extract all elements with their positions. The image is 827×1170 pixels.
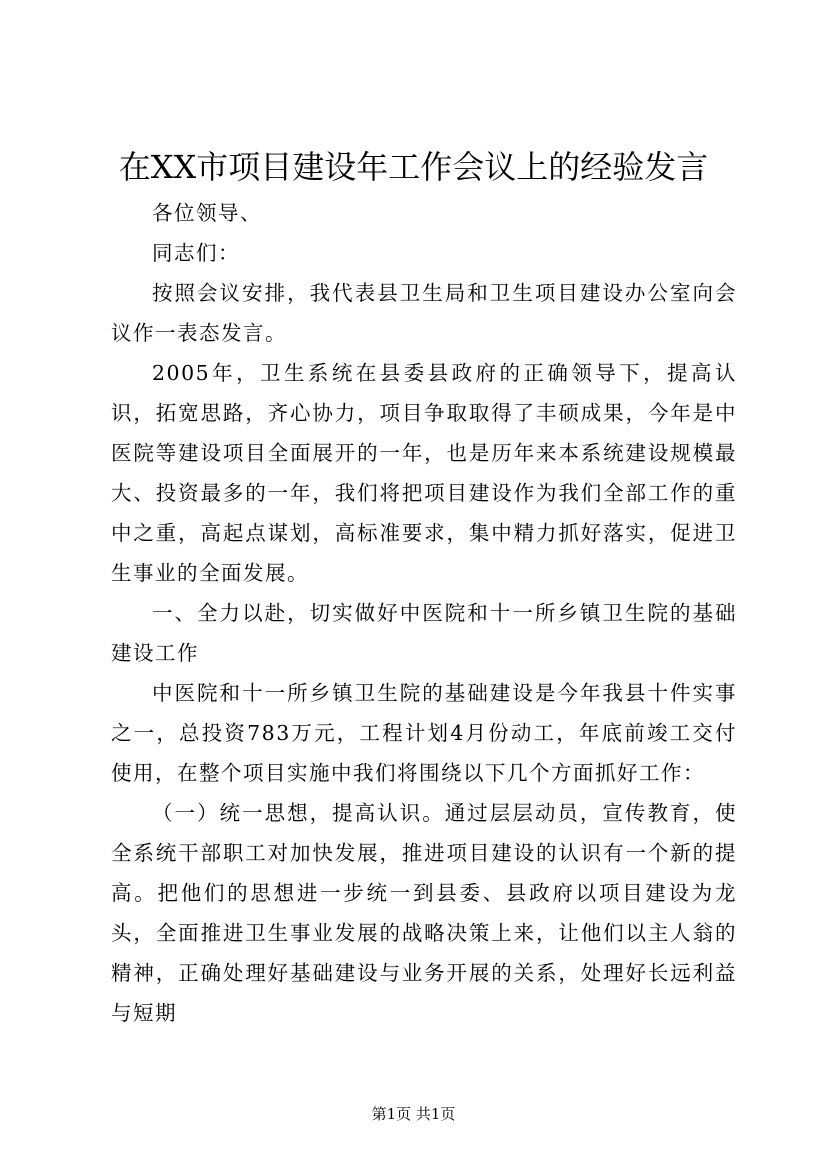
paragraph-investment: 中医院和十一所乡镇卫生院的基础建设是今年我县十件实事之一，总投资783万元，工程计划4月份动工，年底前竣工交付使用，在整个项目实施中我们将围绕以下几个方面抓好工作：: [111, 681, 737, 785]
section-heading-1: 一、全力以赴，切实做好中医院和十一所乡镇卫生院的基础建设工作: [111, 601, 737, 665]
page-footer: 第1页 共1页: [371, 1105, 456, 1123]
document-body: [111, 193, 737, 1033]
salutation-leaders: 各位领导、: [152, 201, 262, 225]
paragraph-unify-thinking: （一）统一思想，提高认识。通过层层动员，宣传教育，使全系统干部职工对加快发展，推进项目建设的认识有一个新的提高。把他们的思想进一步统一到县委、县政府以项目建设为龙头，全面推进卫生事业发展的战略决策上来，让他们以主人翁的精神，正确处理好基础建设与业务开展的关系，处理好长远利益与短期: [111, 801, 737, 1025]
document-title: 在XX市项目建设年工作会议上的经验发言: [118, 148, 709, 186]
paragraph-2005: 2005年，卫生系统在县委县政府的正确领导下，提高认识，拓宽思路，齐心协力，项目争取取得了丰硕成果，今年是中医院等建设项目全面展开的一年，也是历年来本系统建设规模最大、投资最多的一年，我们将把项目建设作为我们全部工作的重中之重，高起点谋划，高标准要求，集中精力抓好落实，促进卫生事业的全面发展。: [111, 361, 737, 585]
paragraph-intro: 按照会议安排，我代表县卫生局和卫生项目建设办公室向会议作一表态发言。: [111, 281, 737, 345]
salutation-comrades: 同志们：: [152, 241, 240, 265]
